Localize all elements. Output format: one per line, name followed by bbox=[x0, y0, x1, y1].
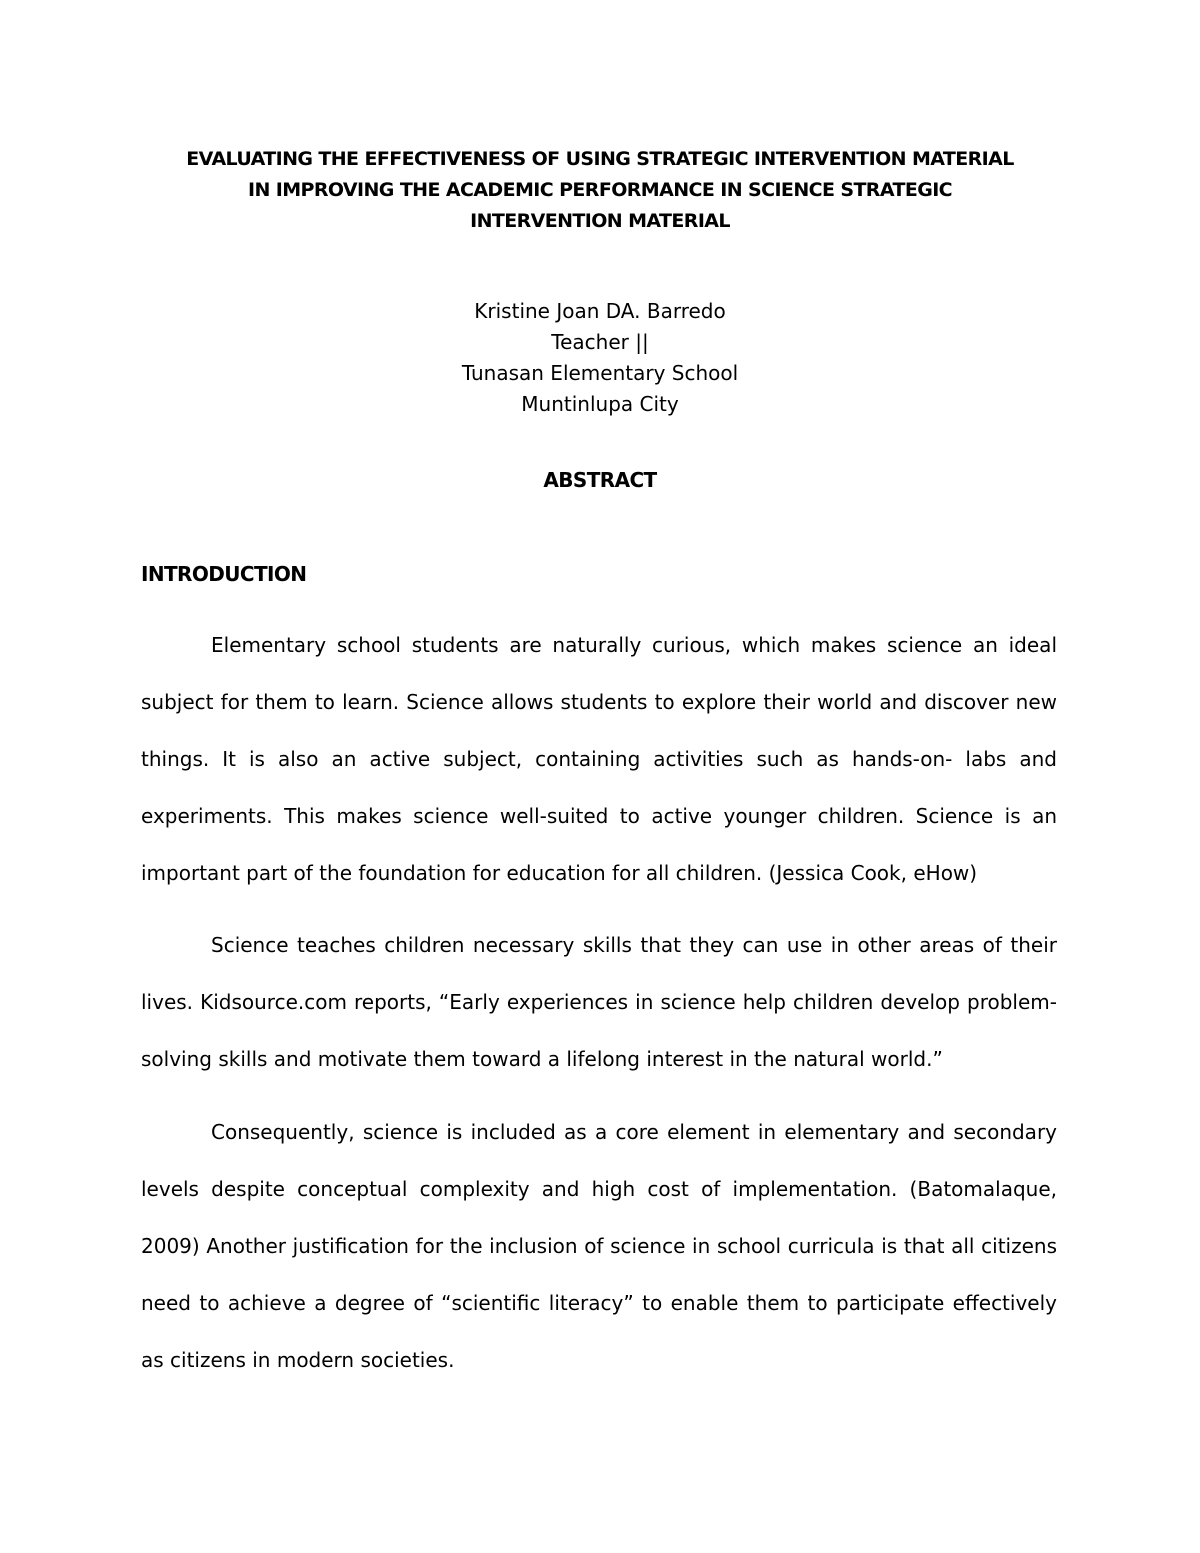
intro-paragraph-2: Science teaches children necessary skills that they can use in other areas of their lives. Kidsource.com reports, “Early experiences in science help children develop problem-solving skills and motivate them toward a lifelong interest in the natural world.” bbox=[141, 933, 1057, 1071]
author-city: Muntinlupa City bbox=[521, 392, 679, 416]
author-block bbox=[300, 296, 900, 420]
abstract-heading: ABSTRACT bbox=[543, 468, 657, 492]
intro-paragraph-1: Elementary school students are naturally curious, which makes science an ideal subject for them to learn. Science allows students to explore their world and discover new things. It is also an active subject, containing activities such as hands-on- labs and experiments. This makes science well-suited to active younger children. Science is an important part of the foundation for education for all children. (Jessica Cook, eHow) bbox=[141, 633, 1057, 885]
intro-paragraph-3: Consequently, science is included as a core element in elementary and secondary levels despite conceptual complexity and high cost of implementation. (Batomalaque, 2009) Another justification for the inclusion of science in school curricula is that all citizens need to achieve a degree of “scientific literacy” to enable them to participate effectively as citizens in modern societies. bbox=[141, 1120, 1057, 1372]
author-position: Teacher || bbox=[551, 330, 649, 354]
introduction-heading: INTRODUCTION bbox=[141, 562, 307, 586]
paper-title bbox=[130, 144, 1070, 237]
author-school: Tunasan Elementary School bbox=[461, 361, 739, 385]
title-line-1: EVALUATING THE EFFECTIVENESS OF USING STRATEGIC INTERVENTION MATERIAL bbox=[186, 148, 1014, 170]
author-name: Kristine Joan DA. Barredo bbox=[474, 299, 726, 323]
title-line-2: IN IMPROVING THE ACADEMIC PERFORMANCE IN SCIENCE STRATEGIC bbox=[247, 179, 953, 201]
title-line-3: INTERVENTION MATERIAL bbox=[470, 210, 730, 232]
